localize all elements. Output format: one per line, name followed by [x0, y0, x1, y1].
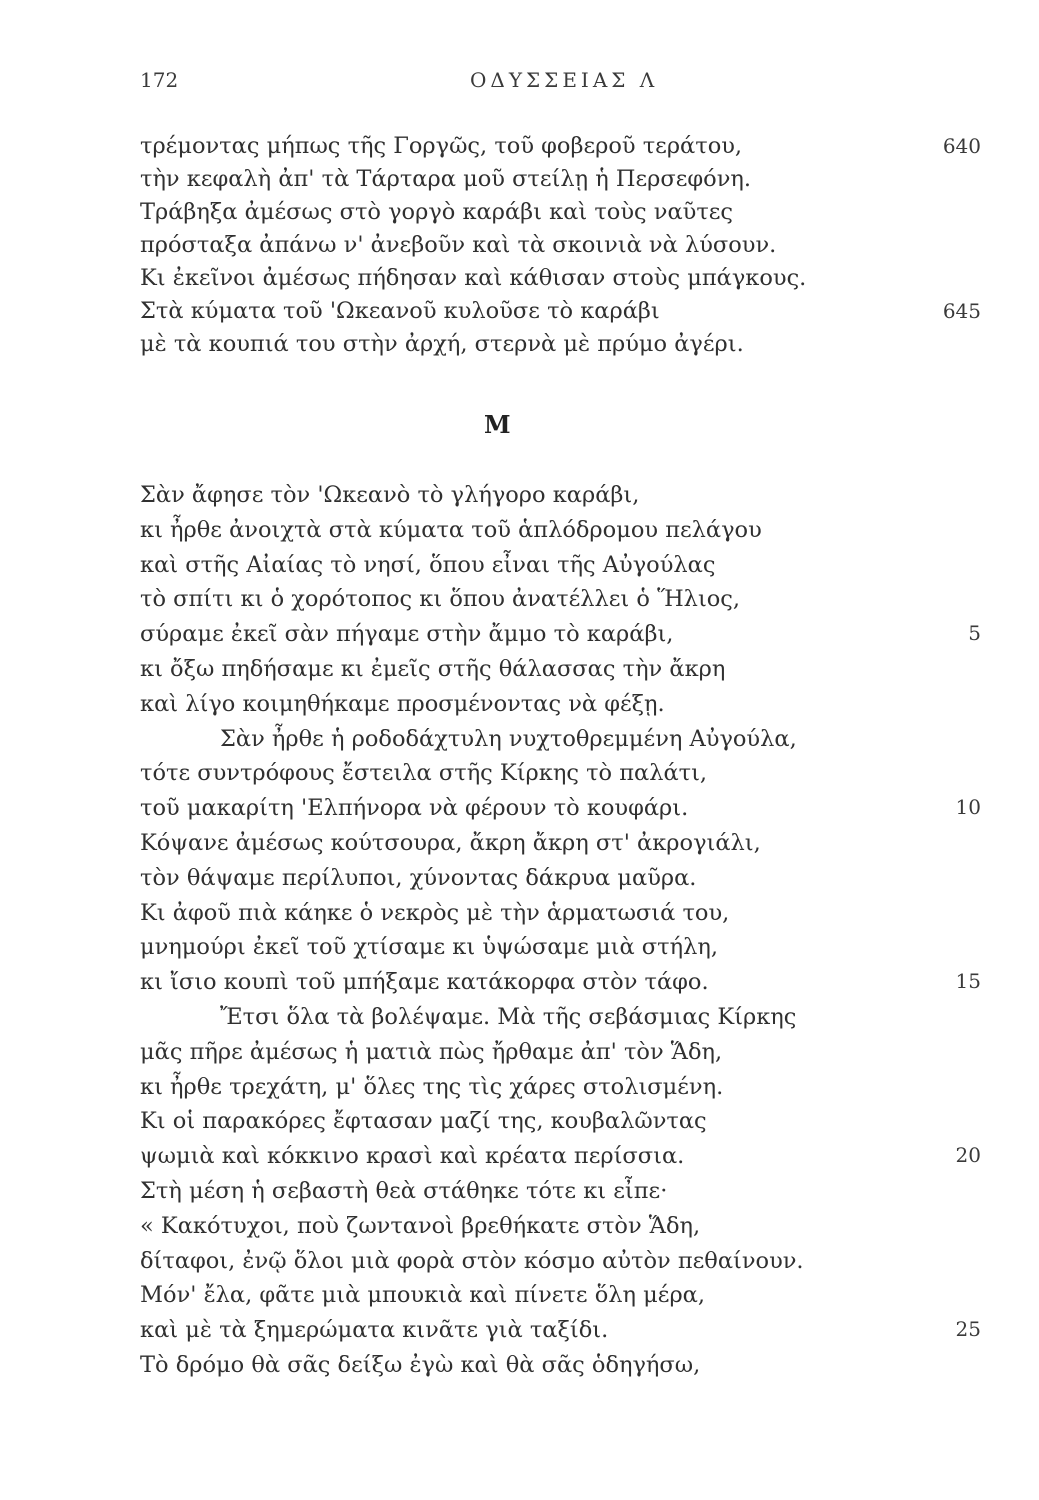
verse-line: Κι ἀφοῦ πιὰ κάηκε ὁ νεκρὸς μὲ τὴν ἁρματωσιά του, [140, 899, 730, 926]
verse-line: τὴν κεφαλὴ ἀπ' τὰ Τάρταρα μοῦ στείλῃ ἡ Περσεφόνη. [140, 166, 752, 192]
verse-line: σύραμε ἐκεῖ σὰν πήγαμε στὴν ἄμμο τὸ καράβι, [140, 621, 674, 648]
line-number: 640 [942, 134, 981, 158]
verse-line: Σὰν ἄφησε τὸν 'Ωκεανὸ τὸ γλήγορο καράβι, [140, 482, 640, 508]
verse-line: καὶ λίγο κοιμηθήκαμε προσμένοντας νὰ φέξῃ. [140, 690, 665, 717]
verse-line: τὸν θάψαμε περίλυποι, χύνοντας δάκρυα μαῦρα. [140, 864, 697, 891]
verse-line: κι ἴσιο κουπὶ τοῦ μπήξαμε κατάκορφα στὸν τάφο. [140, 969, 709, 996]
verse-line: μᾶς πῆρε ἀμέσως ἡ ματιὰ πὼς ἤρθαμε ἀπ' τὸν Ἅδη, [140, 1038, 723, 1065]
book-heading: Μ [484, 410, 511, 439]
verse-line: Ἔτσι ὅλα τὰ βολέψαμε. Μὰ τῆς σεβάσμιας Κίρκης [220, 1003, 797, 1030]
verse-line: Στὰ κύματα τοῦ 'Ωκεανοῦ κυλοῦσε τὸ καράβι [140, 298, 660, 324]
verse-line: καὶ μὲ τὰ ξημερώματα κινᾶτε γιὰ ταξίδι. [140, 1317, 609, 1344]
verse-line: « Κακότυχοι, ποὺ ζωντανοὶ βρεθήκατε στὸν Ἅδη, [140, 1212, 701, 1239]
verse-line: Κι οἱ παρακόρες ἔφτασαν μαζί της, κουβαλῶντας [140, 1108, 707, 1135]
verse-line: Μόν' ἔλα, φᾶτε μιὰ μπουκιὰ καὶ πίνετε ὅλη μέρα, [140, 1282, 706, 1309]
running-title: ΟΔΥΣΣΕΙΑΣ Λ [470, 68, 659, 92]
page-number: 172 [140, 68, 179, 92]
verse-line: Τὸ δρόμο θὰ σᾶς δείξω ἐγὼ καὶ θὰ σᾶς ὁδηγήσω, [140, 1351, 701, 1378]
verse-line: τὸ σπίτι κι ὁ χορότοπος κι ὅπου ἀνατέλλει ὁ Ἥλιος, [140, 586, 741, 613]
verse-line: ψωμιὰ καὶ κόκκινο κρασὶ καὶ κρέατα περίσσια. [140, 1143, 685, 1170]
verse-block-1 [140, 130, 900, 361]
line-number: 645 [942, 299, 981, 323]
verse-line: τότε συντρόφους ἔστειλα στῆς Κίρκης τὸ παλάτι, [140, 760, 708, 787]
verse-line: κι ὄξω πηδήσαμε κι ἐμεῖς στῆς θάλασσας τὴν ἄκρη [140, 655, 726, 682]
verse-line: τοῦ μακαρίτη 'Ελπήνορα νὰ φέρουν τὸ κουφάρι. [140, 795, 689, 822]
line-number: 15 [955, 969, 981, 994]
verse-line: Κι ἐκεῖνοι ἀμέσως πήδησαν καὶ κάθισαν στοὺς μπάγκους. [140, 265, 807, 291]
verse-line: καὶ στῆς Αἰαίας τὸ νησί, ὅπου εἶναι τῆς Αὐγούλας [140, 551, 716, 578]
verse-line: τρέμοντας μήπως τῆς Γοργῶς, τοῦ φοβεροῦ τεράτου, [140, 133, 743, 159]
verse-line: κι ἦρθε τρεχάτη, μ' ὅλες της τὶς χάρες στολισμένη. [140, 1073, 724, 1100]
verse-line: πρόσταξα ἀπάνω ν' ἀνεβοῦν καὶ τὰ σκοινιὰ νὰ λύσουν. [140, 232, 777, 258]
verse-line: Τράβηξα ἀμέσως στὸ γοργὸ καράβι καὶ τοὺς ναῦτες [140, 199, 734, 225]
line-number: 25 [955, 1317, 981, 1342]
verse-block-2 [140, 478, 900, 1383]
verse-line: Σὰν ἦρθε ἡ ροδοδάχτυλη νυχτοθρεμμένη Αὐγούλα, [220, 725, 797, 752]
verse-line: κι ἦρθε ἀνοιχτὰ στὰ κύματα τοῦ ἁπλόδρομου πελάγου [140, 516, 762, 543]
line-number: 10 [955, 795, 981, 820]
line-number: 20 [955, 1143, 981, 1168]
line-number: 5 [968, 621, 981, 646]
verse-line: δίταφοι, ἐνῷ ὅλοι μιὰ φορὰ στὸν κόσμο αὐτὸν πεθαίνουν. [140, 1247, 804, 1274]
verse-line: μνημούρι ἐκεῖ τοῦ χτίσαμε κι ὑψώσαμε μιὰ στήλη, [140, 934, 718, 961]
verse-line: Κόψανε ἀμέσως κούτσουρα, ἄκρη ἄκρη στ' ἀκρογιάλι, [140, 829, 761, 856]
verse-line: Στὴ μέση ἡ σεβαστὴ θεὰ στάθηκε τότε κι εἶπε· [140, 1177, 668, 1204]
verse-line: μὲ τὰ κουπιά του στὴν ἀρχή, στερνὰ μὲ πρύμο ἀγέρι. [140, 331, 744, 357]
